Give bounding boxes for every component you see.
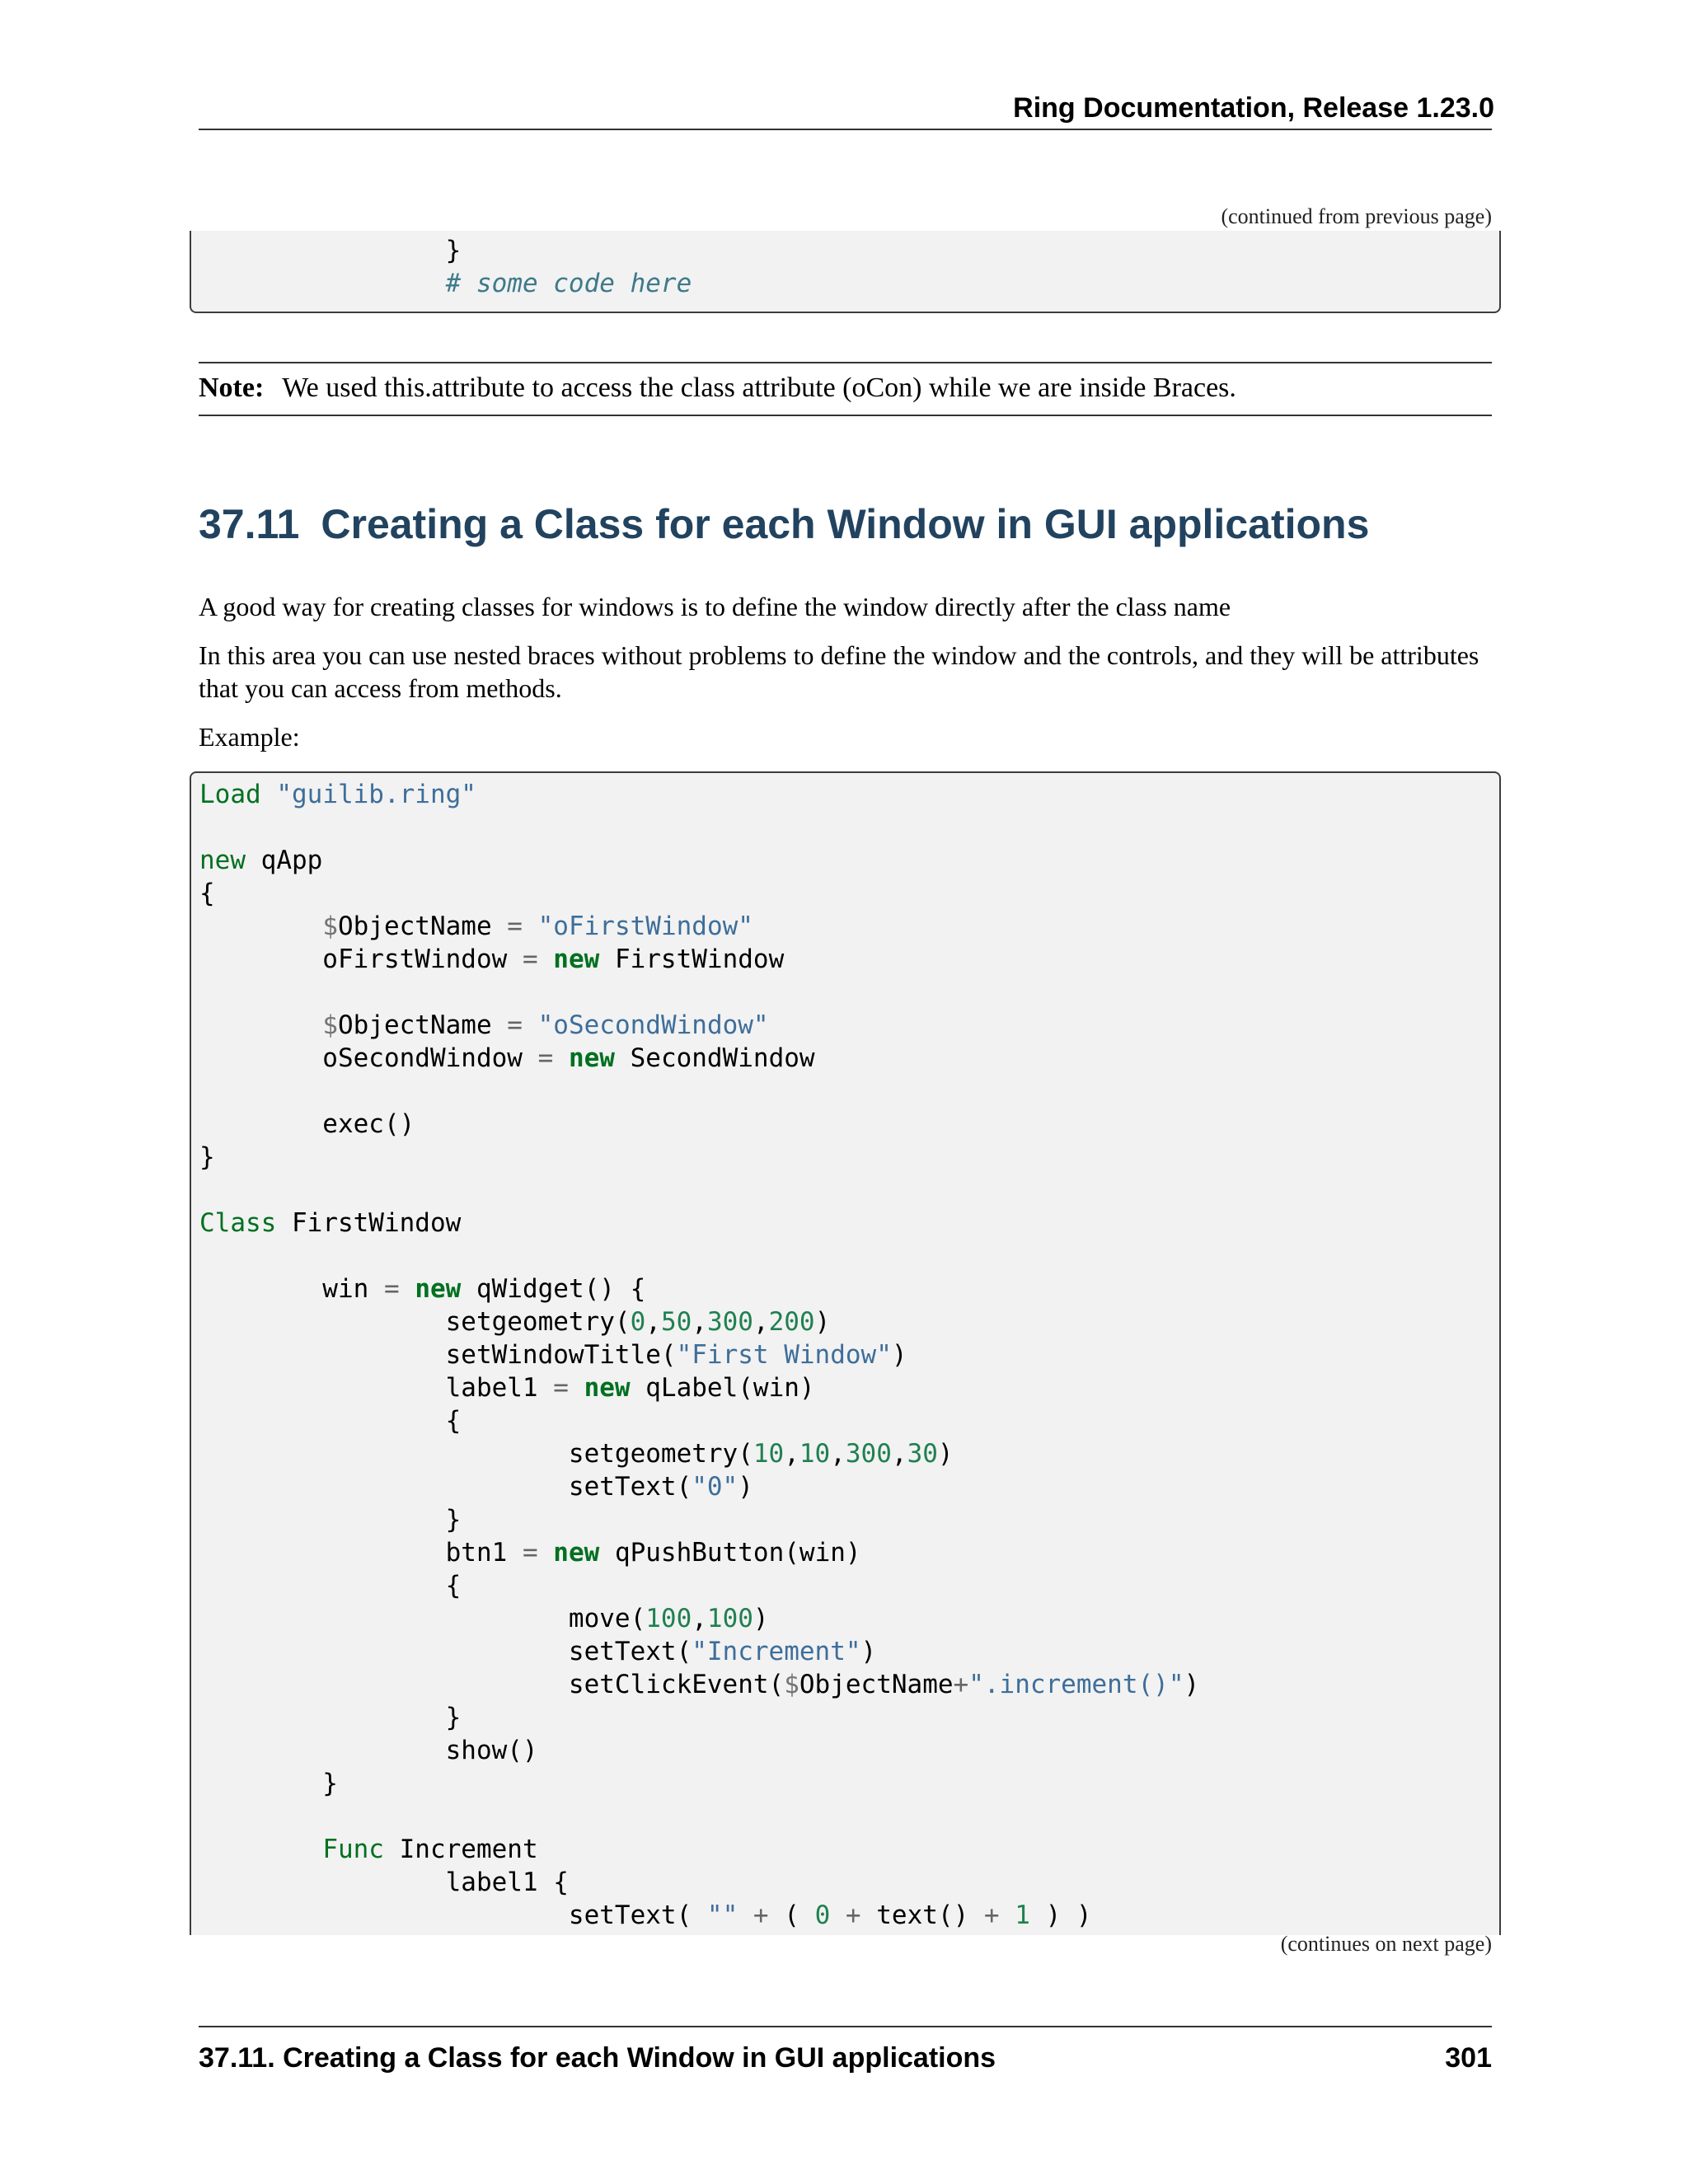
code-token-num: 1	[1015, 1900, 1030, 1930]
code-text: SecondWindow	[614, 1043, 815, 1073]
code-line	[199, 879, 215, 908]
code-text: setWindowTitle(	[199, 1340, 677, 1370]
code-token-var: $	[322, 1010, 338, 1040]
code-token-op: =	[553, 1373, 569, 1403]
code-text: )	[937, 1439, 954, 1469]
code-token-op: +	[753, 1900, 769, 1930]
code-token-var: $	[784, 1670, 799, 1699]
code-token-kw2: new	[199, 846, 246, 875]
code-text: ,	[784, 1439, 799, 1469]
code-line	[199, 1274, 645, 1304]
code-token-num: 10	[753, 1439, 785, 1469]
code-line	[199, 1373, 815, 1403]
code-token-str: "guilib.ring"	[276, 780, 476, 809]
code-text: qLabel(win)	[630, 1373, 815, 1403]
code-token-op: +	[983, 1900, 1000, 1930]
code-text	[538, 1538, 554, 1568]
code-text	[738, 1900, 753, 1930]
code-line	[199, 1043, 815, 1073]
code-line	[199, 1340, 907, 1370]
code-token-str: ".increment()"	[968, 1670, 1184, 1699]
code-text	[199, 912, 322, 941]
page-number: 301	[1445, 2042, 1492, 2074]
code-token-num: 0	[814, 1900, 831, 1930]
code-text: ,	[830, 1439, 846, 1469]
code-line	[199, 1604, 769, 1633]
code-line	[199, 1109, 415, 1139]
section-number: 37.11	[199, 501, 300, 547]
code-token-num: 300	[706, 1307, 753, 1337]
code-text	[523, 1010, 538, 1040]
code-line	[199, 1637, 876, 1666]
note-text: We used this.attribute to access the class attribute (oCon) while we are inside Braces.	[282, 373, 1236, 403]
code-line	[199, 1472, 753, 1502]
paragraph-2: In this area you can use nested braces without problems to define the window and the controls, and they will be attributes that you can access from methods.	[199, 640, 1479, 703]
code-text: setText(	[199, 1472, 692, 1502]
code-line	[199, 1670, 1199, 1699]
code-text: text()	[860, 1900, 984, 1930]
code-text: setText(	[199, 1637, 692, 1666]
example-label: Example:	[199, 722, 300, 752]
paragraph-1: A good way for creating classes for windows is to define the window directly after the class name	[199, 592, 1231, 621]
code-line	[199, 944, 784, 974]
code-token-str: "Increment"	[692, 1637, 861, 1666]
code-line	[199, 1208, 461, 1238]
code-text: ,	[692, 1604, 707, 1633]
code-line	[199, 1010, 769, 1040]
code-token-num: 100	[706, 1604, 753, 1633]
code-text: move(	[199, 1604, 646, 1633]
code-text: )	[738, 1472, 753, 1502]
code-text	[1000, 1900, 1015, 1930]
note-label: Note:	[199, 373, 265, 403]
code-token-op: =	[507, 912, 523, 941]
code-text: FirstWindow	[599, 944, 785, 974]
code-token-kw: new	[584, 1373, 631, 1403]
code-token-kw: new	[553, 1538, 600, 1568]
code-text: )	[891, 1340, 907, 1370]
code-line	[199, 780, 476, 809]
code-text: ,	[753, 1307, 769, 1337]
code-text: setgeometry(	[199, 1307, 631, 1337]
code-text: {	[199, 1571, 462, 1601]
code-text: FirstWindow	[276, 1208, 462, 1238]
code-token-num: 50	[660, 1307, 692, 1337]
code-token-kw2: Class	[199, 1208, 277, 1238]
code-token-op: =	[383, 1274, 400, 1304]
code-token-num: 10	[799, 1439, 831, 1469]
code-line	[199, 1769, 338, 1798]
code-text: }	[199, 1142, 215, 1172]
code-token-op: =	[537, 1043, 554, 1073]
code-token-str: "oFirstWindow"	[537, 912, 753, 941]
footer-rule	[199, 2026, 1492, 2027]
code-text: {	[199, 1406, 462, 1436]
section-title: Creating a Class for each Window in GUI applications	[321, 501, 1370, 547]
code-line	[199, 1538, 861, 1568]
code-text: )	[860, 1637, 877, 1666]
code-line	[199, 1439, 954, 1469]
code-text: label1	[199, 1373, 554, 1403]
code-text: ,	[645, 1307, 661, 1337]
code-text: show()	[199, 1736, 538, 1765]
code-text: (	[768, 1900, 815, 1930]
page-header-title: Ring Documentation, Release 1.23.0	[1013, 92, 1494, 124]
note-bottom-rule	[199, 415, 1492, 416]
footer-section-title: 37.11. Creating a Class for each Window in GUI applications	[199, 2042, 996, 2074]
code-text	[199, 1010, 322, 1040]
code-text: setgeometry(	[199, 1439, 753, 1469]
note	[199, 373, 1236, 404]
code-line	[199, 1505, 461, 1535]
code-text: qWidget() {	[461, 1274, 646, 1304]
code-text	[199, 1835, 322, 1864]
code-line	[199, 846, 322, 875]
code-line	[199, 1835, 538, 1864]
code-line	[199, 1307, 830, 1337]
code-line	[199, 1703, 461, 1732]
continues-on-label: (continues on next page)	[1280, 1932, 1492, 1956]
code-line	[199, 912, 753, 941]
code-text	[523, 912, 538, 941]
code-line	[199, 1142, 215, 1172]
code-comment: # some code here	[445, 269, 692, 298]
code-text: ObjectName	[799, 1670, 954, 1699]
code-line	[199, 1868, 569, 1897]
code-text: ,	[692, 1307, 707, 1337]
code-token-kw: new	[415, 1274, 462, 1304]
header-rule	[199, 129, 1492, 130]
code-block-example	[190, 771, 1501, 1935]
code-line	[199, 1571, 461, 1601]
note-top-rule	[199, 362, 1492, 363]
code-token-op: +	[845, 1900, 861, 1930]
code-text	[538, 944, 554, 974]
code-token-op: =	[507, 1010, 523, 1040]
code-token-kw: new	[553, 944, 600, 974]
code-text	[261, 780, 277, 809]
code-token-kw: new	[568, 1043, 615, 1073]
code-text: exec()	[199, 1109, 415, 1139]
code-line	[199, 1900, 1092, 1930]
code-text	[553, 1043, 569, 1073]
code-token-num: 30	[907, 1439, 938, 1469]
code-text: }	[199, 1703, 462, 1732]
code-text: ,	[891, 1439, 907, 1469]
code-token-str: "0"	[692, 1472, 738, 1502]
code-block-continued	[190, 231, 1501, 313]
code-text: {	[199, 879, 215, 908]
code-text: oFirstWindow	[199, 944, 523, 974]
code-text: ) )	[1029, 1900, 1092, 1930]
code-token-kw2: Func	[322, 1835, 384, 1864]
code-token-op: =	[522, 944, 538, 974]
code-brace: }	[445, 236, 462, 265]
code-text: qPushButton(win)	[599, 1538, 861, 1568]
code-text	[569, 1373, 584, 1403]
code-text: label1 {	[199, 1868, 569, 1897]
code-text: oSecondWindow	[199, 1043, 538, 1073]
code-text: btn1	[199, 1538, 523, 1568]
code-token-str: ""	[706, 1900, 738, 1930]
code-token-num: 200	[768, 1307, 815, 1337]
code-text: setClickEvent(	[199, 1670, 785, 1699]
code-token-var: $	[322, 912, 338, 941]
code-token-kw2: Load	[199, 780, 261, 809]
code-token-num: 100	[645, 1604, 692, 1633]
code-token-op: +	[953, 1670, 969, 1699]
section-heading	[199, 500, 1369, 548]
code-text: }	[199, 1769, 338, 1798]
code-text: )	[753, 1604, 769, 1633]
code-line	[199, 1736, 538, 1765]
code-text: win	[199, 1274, 384, 1304]
code-text: ObjectName	[337, 1010, 508, 1040]
continued-from-label: (continued from previous page)	[1221, 204, 1492, 228]
code-text: ObjectName	[337, 912, 508, 941]
code-text: }	[199, 1505, 462, 1535]
code-token-num: 0	[630, 1307, 646, 1337]
code-line	[199, 1406, 461, 1436]
code-text: Increment	[383, 1835, 538, 1864]
code-token-op: =	[522, 1538, 538, 1568]
code-text: setText(	[199, 1900, 707, 1930]
code-text	[830, 1900, 846, 1930]
code-text: )	[1184, 1670, 1200, 1699]
code-text: )	[814, 1307, 831, 1337]
code-token-num: 300	[845, 1439, 892, 1469]
code-text: qApp	[246, 846, 323, 875]
code-token-str: "oSecondWindow"	[537, 1010, 769, 1040]
code-token-str: "First Window"	[676, 1340, 892, 1370]
code-text	[400, 1274, 415, 1304]
code-listing	[191, 773, 1499, 1932]
